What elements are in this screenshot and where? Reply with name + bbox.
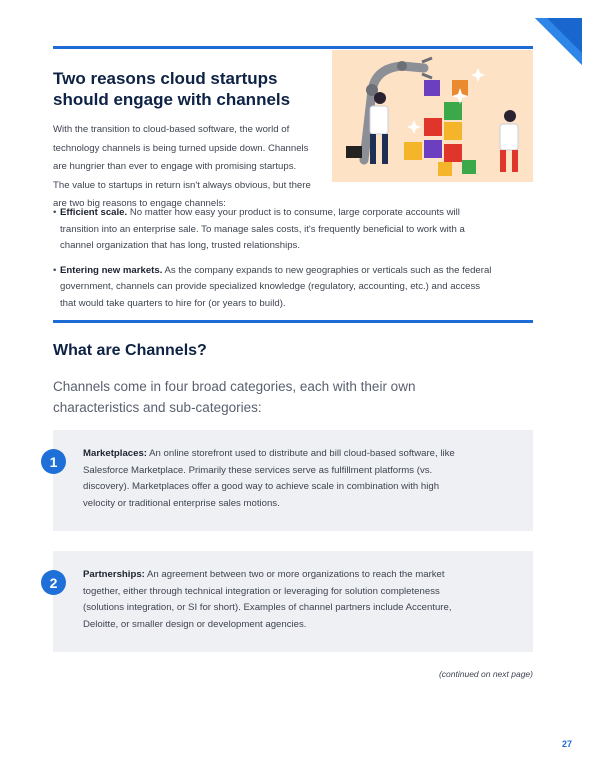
- channel-card-marketplaces: [49, 430, 533, 531]
- reasons-list: [53, 205, 493, 320]
- card-description: An agreement between two or more organizations to reach the market together, either through technical integration or leveraging for solution completeness (solutions integration, or SI for short). Examples of channel partners include Accenture, Deloitte, or smaller design or development agencies.: [83, 569, 452, 630]
- puzzle-teamwork-illustration: [332, 50, 533, 182]
- list-item: • Entering new markets. As the company expands to new geographies or verticals such as the federal government, channels can provide specialized knowledge (regulatory, accounting, etc.) and access that would take quarters to hire for (or years to build).: [53, 264, 492, 309]
- lead-paragraph: Channels come in four broad categories, each with their own characteristics and sub-categories:: [53, 379, 416, 415]
- bullet-term: Efficient scale.: [60, 207, 128, 218]
- card-term: Partnerships:: [83, 569, 145, 580]
- card-text: [83, 446, 469, 512]
- card-text: [83, 567, 469, 633]
- top-divider: [53, 46, 533, 49]
- number-badge: 2: [41, 570, 66, 595]
- bullet-text: As the company expands to new geographies or verticals such as the federal government, channels can provide specialized knowledge (regulatory, accounting, etc.) and access that would take quarters to hire for (or years to build).: [60, 264, 492, 309]
- section-divider: [53, 320, 533, 323]
- bullet-text: No matter how easy your product is to consume, large corporate accounts will transition into an enterprise sale. To manage sales costs, it's frequently beneficial to work with a channel organization that has long, trusted relationships.: [60, 207, 465, 251]
- card-description: An online storefront used to distribute and bill cloud-based software, like Salesforce Marketplace. Primarily these services serve as fulfillment platforms (vs. discovery). Marketplaces offer a good way to achieve scale in combination with high velocity or traditional enterprise sales motions.: [83, 448, 455, 509]
- page-number: 27: [561, 739, 572, 749]
- bullet-term: Entering new markets.: [60, 264, 163, 276]
- corner-triangle-decoration: [535, 18, 582, 65]
- channel-card-partnerships: [49, 551, 533, 652]
- list-item: • Efficient scale. No matter how easy your product is to consume, large corporate accounts will transition into an enterprise sale. To manage sales costs, it's frequently beneficial to work with a channel organization that has long, trusted relationships.: [53, 207, 465, 251]
- card-term: Marketplaces:: [83, 448, 147, 459]
- section-title-reasons: Two reasons cloud startups should engage with channels: [53, 69, 291, 109]
- intro-paragraph: With the transition to cloud-based software, the world of technology channels is being turned upside down. Channels are hungrier than ever to engage with promising startups. The value to startups in return isn't always obvious, but there are two big reasons to engage channels:: [53, 124, 311, 209]
- section-title-channels: What are Channels?: [53, 342, 207, 359]
- number-badge: 1: [41, 449, 66, 474]
- continued-note: (continued on next page): [438, 669, 533, 679]
